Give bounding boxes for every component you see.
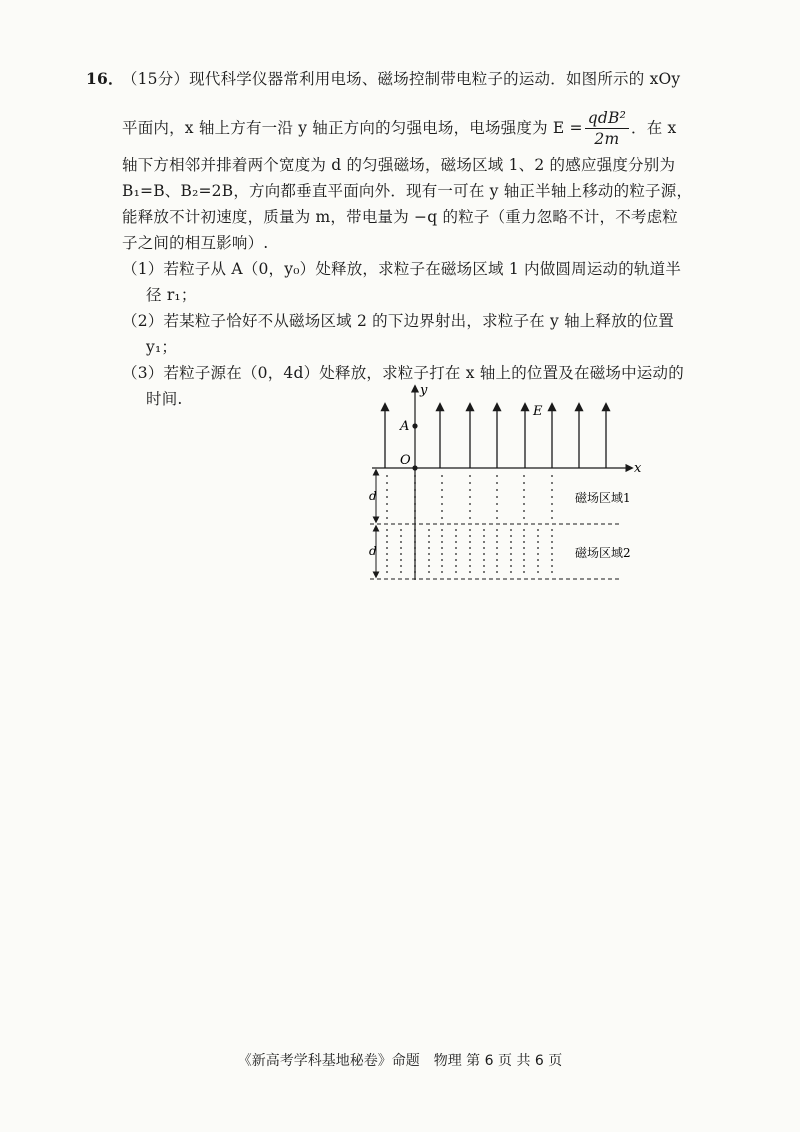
field-dot — [496, 510, 498, 512]
magnetic-field-region-1-dots — [386, 475, 553, 519]
field-dot — [428, 529, 430, 531]
formula-numerator: qdB² — [585, 108, 629, 129]
field-dot — [441, 496, 443, 498]
field-dot — [551, 529, 553, 531]
field-dot — [455, 547, 457, 549]
electric-field-formula — [585, 108, 629, 149]
field-dot — [441, 535, 443, 537]
field-dot — [523, 559, 525, 561]
field-dot — [551, 547, 553, 549]
electric-field-lines — [385, 404, 606, 468]
field-dot — [469, 535, 471, 537]
field-dot — [386, 529, 388, 531]
field-dot — [483, 571, 485, 573]
field-dot — [510, 559, 512, 561]
field-dot — [441, 553, 443, 555]
field-dot — [414, 529, 416, 531]
field-dot — [537, 571, 539, 573]
field-dot — [428, 535, 430, 537]
question-line-1 — [86, 68, 680, 90]
field-dot — [523, 503, 525, 505]
field-dot — [441, 565, 443, 567]
point-a-label: A — [400, 419, 410, 434]
field-dot — [483, 547, 485, 549]
field-dot — [400, 535, 402, 537]
field-dot — [551, 535, 553, 537]
field-dot — [523, 517, 525, 519]
field-dot — [537, 535, 539, 537]
question-line-5: 能释放不计初速度，质量为 m，带电量为 −q 的粒子（重力忽略不计，不考虑粒 — [122, 208, 678, 226]
field-dot — [469, 510, 471, 512]
question-line-2 — [122, 106, 676, 150]
formula-denominator: 2m — [594, 129, 620, 148]
field-dot — [496, 559, 498, 561]
field-dot — [441, 571, 443, 573]
field-dot — [441, 547, 443, 549]
field-dot — [537, 541, 539, 543]
part-3-line-b: 时间. — [146, 390, 183, 408]
field-dot — [496, 517, 498, 519]
question-line-3: 轴下方相邻并排着两个宽度为 d 的匀强磁场，磁场区域 1、2 的感应强度分别为 — [122, 156, 676, 174]
field-dot — [496, 541, 498, 543]
field-dot — [469, 482, 471, 484]
field-dot — [510, 547, 512, 549]
field-dot — [414, 517, 416, 519]
part-2-line-a: （2）若某粒子恰好不从磁场区域 2 的下边界射出，求粒子在 y 轴上释放的位置 — [122, 312, 674, 330]
field-dot — [551, 496, 553, 498]
field-dot — [551, 510, 553, 512]
question-line-4: B₁=B、B₂=2B，方向都垂直平面向外．现有一可在 y 轴正半轴上移动的粒子源， — [122, 182, 693, 200]
field-dot — [441, 559, 443, 561]
field-dot — [523, 482, 525, 484]
field-dot — [469, 503, 471, 505]
field-dot — [537, 559, 539, 561]
point-a — [412, 423, 417, 428]
field-dot — [455, 553, 457, 555]
field-dot — [469, 571, 471, 573]
field-dot — [551, 517, 553, 519]
field-dot — [455, 535, 457, 537]
field-dot — [414, 510, 416, 512]
field-dot — [496, 475, 498, 477]
question-text-2-post: ．在 x — [631, 119, 677, 137]
field-dot — [414, 571, 416, 573]
magnetic-field-region-2-dots — [386, 529, 553, 573]
field-dot — [551, 489, 553, 491]
field-dot — [496, 489, 498, 491]
field-dot — [400, 559, 402, 561]
width-label-2: d — [369, 544, 377, 558]
part-1-line-b: 径 r₁； — [146, 286, 197, 304]
field-dot — [469, 553, 471, 555]
field-dot — [386, 571, 388, 573]
field-dot — [414, 541, 416, 543]
field-dot — [386, 559, 388, 561]
field-dot — [496, 503, 498, 505]
field-dot — [469, 517, 471, 519]
field-dot — [551, 475, 553, 477]
field-dot — [441, 489, 443, 491]
field-dot — [523, 529, 525, 531]
field-dot — [483, 565, 485, 567]
field-dot — [455, 559, 457, 561]
field-dot — [510, 553, 512, 555]
field-dot — [537, 529, 539, 531]
field-dot — [551, 503, 553, 505]
question-number: 16． — [86, 69, 124, 88]
field-dot — [551, 553, 553, 555]
field-dot — [455, 529, 457, 531]
field-dot — [386, 535, 388, 537]
field-dot — [523, 535, 525, 537]
field-dot — [551, 482, 553, 484]
width-label-1: d — [369, 489, 377, 503]
field-dot — [523, 496, 525, 498]
field-dot — [414, 503, 416, 505]
field-dot — [441, 475, 443, 477]
field-dot — [414, 553, 416, 555]
field-dot — [483, 559, 485, 561]
field-dot — [400, 553, 402, 555]
field-dot — [523, 565, 525, 567]
field-dot — [496, 571, 498, 573]
field-dot — [428, 553, 430, 555]
field-dot — [400, 541, 402, 543]
field-dot — [386, 547, 388, 549]
field-dot — [386, 489, 388, 491]
field-dot — [441, 482, 443, 484]
field-dot — [496, 496, 498, 498]
field-dot — [455, 565, 457, 567]
field-dot — [386, 541, 388, 543]
field-dot — [441, 529, 443, 531]
field-dot — [428, 547, 430, 549]
field-dot — [523, 475, 525, 477]
field-dot — [441, 541, 443, 543]
field-dot — [428, 565, 430, 567]
field-dot — [400, 547, 402, 549]
part-3-line-a: （3）若粒子源在（0，4d）处释放，求粒子打在 x 轴上的位置及在磁场中运动的 — [122, 364, 684, 382]
field-dot — [414, 489, 416, 491]
field-dot — [428, 571, 430, 573]
field-dot — [414, 535, 416, 537]
field-dot — [483, 553, 485, 555]
field-dot — [386, 496, 388, 498]
question-line-6: 子之间的相互影响）. — [122, 234, 269, 252]
part-1-line-a: （1）若粒子从 A（0，y₀）处释放，求粒子在磁场区域 1 内做圆周运动的轨道半 — [122, 260, 682, 278]
field-dot — [523, 553, 525, 555]
physics-diagram — [360, 380, 650, 590]
field-dot — [386, 553, 388, 555]
field-dot — [537, 565, 539, 567]
field-dot — [551, 541, 553, 543]
field-dot — [469, 529, 471, 531]
field-dot — [510, 529, 512, 531]
field-dot — [455, 541, 457, 543]
field-dot — [441, 510, 443, 512]
field-dot — [414, 559, 416, 561]
field-dot — [414, 565, 416, 567]
question-text-2-pre: 平面内，x 轴上方有一沿 y 轴正方向的匀强电场，电场强度为 E = — [122, 119, 583, 137]
field-dot — [523, 510, 525, 512]
field-dot — [523, 547, 525, 549]
field-dot — [523, 541, 525, 543]
region-1-label: 磁场区域1 — [575, 491, 631, 505]
field-dot — [483, 535, 485, 537]
field-dot — [496, 565, 498, 567]
field-dot — [551, 559, 553, 561]
origin-point — [412, 465, 417, 470]
field-dot — [386, 565, 388, 567]
field-dot — [510, 571, 512, 573]
field-dot — [537, 553, 539, 555]
question-text-1: （15分）现代科学仪器常利用电场、磁场控制带电粒子的运动．如图所示的 xOy — [129, 70, 681, 88]
field-dot — [400, 565, 402, 567]
field-dot — [551, 565, 553, 567]
field-dot — [386, 517, 388, 519]
field-dot — [469, 565, 471, 567]
field-dot — [414, 482, 416, 484]
field-dot — [441, 517, 443, 519]
field-dot — [469, 475, 471, 477]
field-dot — [537, 547, 539, 549]
field-dot — [496, 547, 498, 549]
region-2-label: 磁场区域2 — [575, 546, 631, 560]
field-dot — [483, 529, 485, 531]
page-footer: 《新高考学科基地秘卷》命题 物理 第 6 页 共 6 页 — [237, 1053, 563, 1069]
field-dot — [428, 559, 430, 561]
field-dot — [483, 541, 485, 543]
field-label-e: E — [533, 404, 543, 419]
field-dot — [469, 541, 471, 543]
field-dot — [496, 535, 498, 537]
field-dot — [469, 489, 471, 491]
field-dot — [414, 547, 416, 549]
field-dot — [496, 553, 498, 555]
field-dot — [414, 496, 416, 498]
part-2-line-b: y₁； — [146, 338, 178, 356]
field-dot — [469, 496, 471, 498]
field-dot — [455, 571, 457, 573]
field-dot — [386, 475, 388, 477]
field-dot — [469, 559, 471, 561]
field-dot — [400, 571, 402, 573]
y-axis-label: y — [420, 383, 428, 398]
field-dot — [386, 482, 388, 484]
field-dot — [386, 503, 388, 505]
field-dot — [414, 475, 416, 477]
field-dot — [428, 541, 430, 543]
field-dot — [441, 503, 443, 505]
field-dot — [510, 541, 512, 543]
field-dot — [400, 529, 402, 531]
field-dot — [469, 547, 471, 549]
x-axis-label: x — [634, 461, 642, 476]
field-dot — [523, 571, 525, 573]
field-dot — [496, 529, 498, 531]
field-dot — [523, 489, 525, 491]
field-dot — [551, 571, 553, 573]
origin-label: O — [400, 453, 411, 468]
field-dot — [496, 482, 498, 484]
field-dot — [510, 565, 512, 567]
field-dot — [510, 535, 512, 537]
field-dot — [386, 510, 388, 512]
